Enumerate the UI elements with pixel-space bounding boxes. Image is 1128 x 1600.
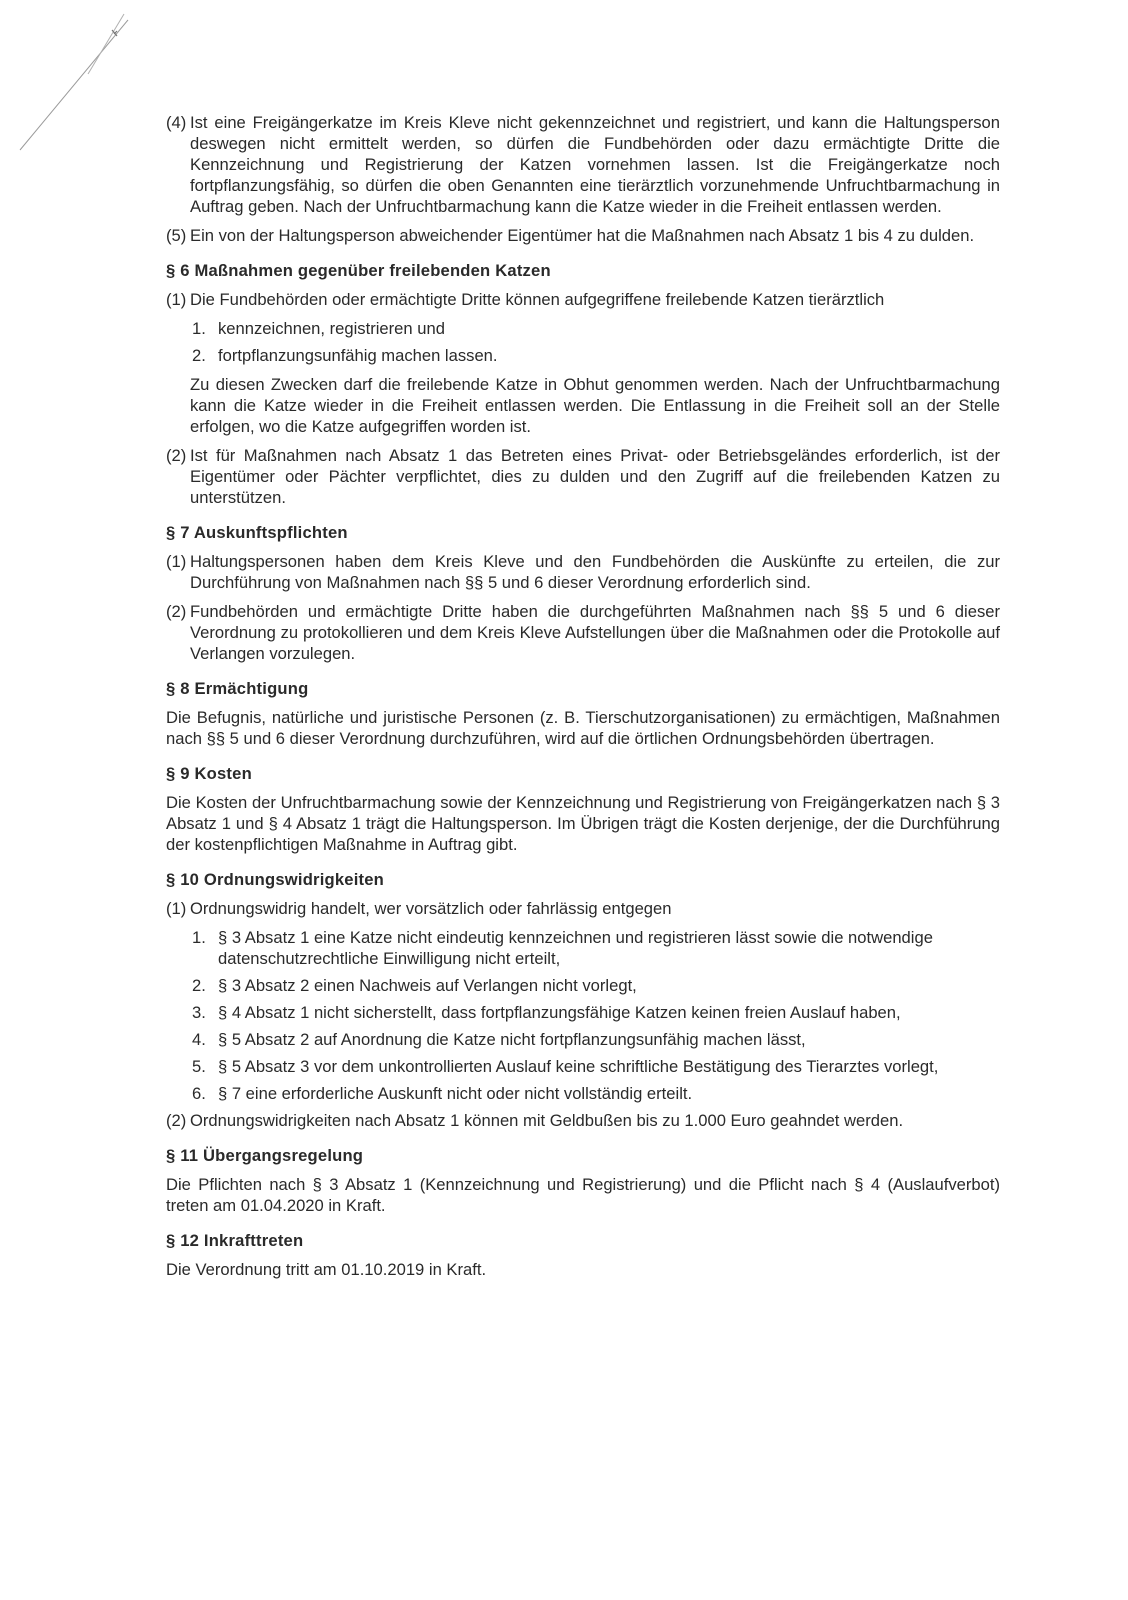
list-item-number: 2. <box>192 346 206 365</box>
paragraph-4 <box>166 112 1000 217</box>
section-10-paragraph-1 <box>166 898 1000 919</box>
paragraph-text: Ein von der Haltungsperson abweichender Eigentümer hat die Maßnahmen nach Absatz 1 bis 4 zu dulden. <box>190 226 975 245</box>
section-9-text: Die Kosten der Unfruchtbarmachung sowie der Kennzeichnung und Registrierung von Freigängerkatzen nach § 3 Absatz 1 und § 4 Absatz 1 trägt die Haltungsperson. Im Übrigen trägt die Kosten derjenige, der die Durchführung der kostenpflichtigen Maßnahme in Auftrag gibt. <box>166 793 1000 854</box>
section-8-heading: § 8 Ermächtigung <box>166 679 309 698</box>
paragraph-5 <box>166 225 1000 246</box>
section-7-heading: § 7 Auskunftspflichten <box>166 523 348 542</box>
list-item <box>192 318 1000 339</box>
paragraph-number: (2) <box>166 602 187 621</box>
list-item-number: 2. <box>192 976 206 995</box>
document-body <box>166 112 1000 1288</box>
section-6-paragraph-1 <box>166 289 1000 310</box>
paragraph-number: (4) <box>166 113 187 132</box>
section-10-paragraph-2 <box>166 1110 1000 1131</box>
list-item-number: 1. <box>192 928 206 947</box>
section-7-paragraph-2 <box>166 601 1000 664</box>
list-item-number: 4. <box>192 1030 206 1049</box>
section-6-heading: § 6 Maßnahmen gegenüber freilebenden Katzen <box>166 261 551 280</box>
section-12-heading: § 12 Inkrafttreten <box>166 1231 304 1250</box>
paragraph-number: (5) <box>166 226 187 245</box>
list-item <box>192 1002 1000 1023</box>
list-item-text: § 4 Absatz 1 nicht sicherstellt, dass fortpflanzungsfähige Katzen keinen freien Auslauf haben, <box>218 1003 901 1022</box>
section-7-paragraph-1 <box>166 551 1000 593</box>
section-6-paragraph-2 <box>166 445 1000 508</box>
paragraph-number: (2) <box>166 1111 187 1130</box>
list-item-text: § 5 Absatz 3 vor dem unkontrollierten Auslauf keine schriftliche Bestätigung des Tierarztes vorlegt, <box>218 1057 939 1076</box>
list-item-number: 5. <box>192 1057 206 1076</box>
paragraph-text: Ordnungswidrig handelt, wer vorsätzlich oder fahrlässig entgegen <box>190 899 672 918</box>
list-item-number: 3. <box>192 1003 206 1022</box>
paragraph-text: Fundbehörden und ermächtigte Dritte haben die durchgeführten Maßnahmen nach §§ 5 und 6 dieser Verordnung zu protokollieren und dem Kreis Kleve Aufstellungen über die Maßnahmen oder die Protokolle auf Verlangen vorzulegen. <box>190 602 1000 663</box>
paragraph-text: Haltungspersonen haben dem Kreis Kleve und den Fundbehörden die Auskünfte zu erteilen, die zur Durchführung von Maßnahmen nach §§ 5 und 6 dieser Verordnung erforderlich sind. <box>190 552 1000 592</box>
section-11-heading: § 11 Übergangsregelung <box>166 1146 364 1165</box>
section-12-text: Die Verordnung tritt am 01.10.2019 in Kraft. <box>166 1260 487 1279</box>
paragraph-number: (2) <box>166 446 187 465</box>
section-6-list <box>192 318 1000 366</box>
list-item <box>192 1029 1000 1050</box>
list-item-text: fortpflanzungsunfähig machen lassen. <box>218 346 498 365</box>
paragraph-text: Die Fundbehörden oder ermächtigte Dritte können aufgegriffene freilebende Katzen tierärztlich <box>190 290 885 309</box>
list-item <box>192 975 1000 996</box>
list-item-text: § 3 Absatz 2 einen Nachweis auf Verlangen nicht vorlegt, <box>218 976 637 995</box>
section-11-text: Die Pflichten nach § 3 Absatz 1 (Kennzeichnung und Registrierung) und die Pflicht nach § 4 (Auslaufverbot) treten am 01.04.2020 in Kraft. <box>166 1175 1000 1215</box>
pen-stroke-mark <box>0 0 140 160</box>
section-10-heading: § 10 Ordnungswidrigkeiten <box>166 870 384 889</box>
section-10-list <box>192 927 1000 1104</box>
paragraph-number: (1) <box>166 899 187 918</box>
list-item <box>192 345 1000 366</box>
list-item <box>192 927 1000 969</box>
list-item-text: § 3 Absatz 1 eine Katze nicht eindeutig kennzeichnen und registrieren lässt sowie die notwendige datenschutzrechtliche Einwilligung nicht erteilt, <box>218 928 933 968</box>
list-item-text: § 5 Absatz 2 auf Anordnung die Katze nicht fortpflanzungsunfähig machen lässt, <box>218 1030 806 1049</box>
list-item-number: 6. <box>192 1084 206 1103</box>
section-6-paragraph-1-continuation: Zu diesen Zwecken darf die freilebende Katze in Obhut genommen werden. Nach der Unfruchtbarmachung kann die Katze wieder in die Freiheit entlassen werden. Die Entlassung in die Freiheit soll an der Stelle erfolgen, wo die Katze aufgegriffen worden ist. <box>190 375 1000 436</box>
list-item <box>192 1083 1000 1104</box>
list-item-text: § 7 eine erforderliche Auskunft nicht oder nicht vollständig erteilt. <box>218 1084 693 1103</box>
list-item-text: kennzeichnen, registrieren und <box>218 319 445 338</box>
paragraph-text: Ist für Maßnahmen nach Absatz 1 das Betreten eines Privat- oder Betriebsgeländes erforderlich, ist der Eigentümer oder Pächter verpflichtet, dies zu dulden und den Zugriff auf die freilebenden Katzen zu unterstützen. <box>190 446 1000 507</box>
section-8-text: Die Befugnis, natürliche und juristische Personen (z. B. Tierschutzorganisationen) zu ermächtigen, Maßnahmen nach §§ 5 und 6 dieser Verordnung durchzuführen, wird auf die örtlichen Ordnungsbehörden übertragen. <box>166 708 1000 748</box>
paragraph-number: (1) <box>166 290 187 309</box>
list-item <box>192 1056 1000 1077</box>
paragraph-text: Ordnungswidrigkeiten nach Absatz 1 können mit Geldbußen bis zu 1.000 Euro geahndet werden. <box>190 1111 904 1130</box>
list-item-number: 1. <box>192 319 206 338</box>
section-9-heading: § 9 Kosten <box>166 764 252 783</box>
paragraph-text: Ist eine Freigängerkatze im Kreis Kleve nicht gekennzeichnet und registriert, und kann die Haltungsperson deswegen nicht ermittelt werden, so dürfen die Fundbehörden oder dazu ermächtigte Dritte die Kennzeichnung und Registrierung der Katzen vornehmen lassen. Ist die Freigängerkatze noch fortpflanzungsfähig, so dürfen die oben Genannten eine tierärztlich vorzunehmende Unfruchtbarmachung in Auftrag geben. Nach der Unfruchtbarmachung kann die Katze wieder in die Freiheit entlassen werden. <box>190 113 1000 216</box>
paragraph-number: (1) <box>166 552 187 571</box>
